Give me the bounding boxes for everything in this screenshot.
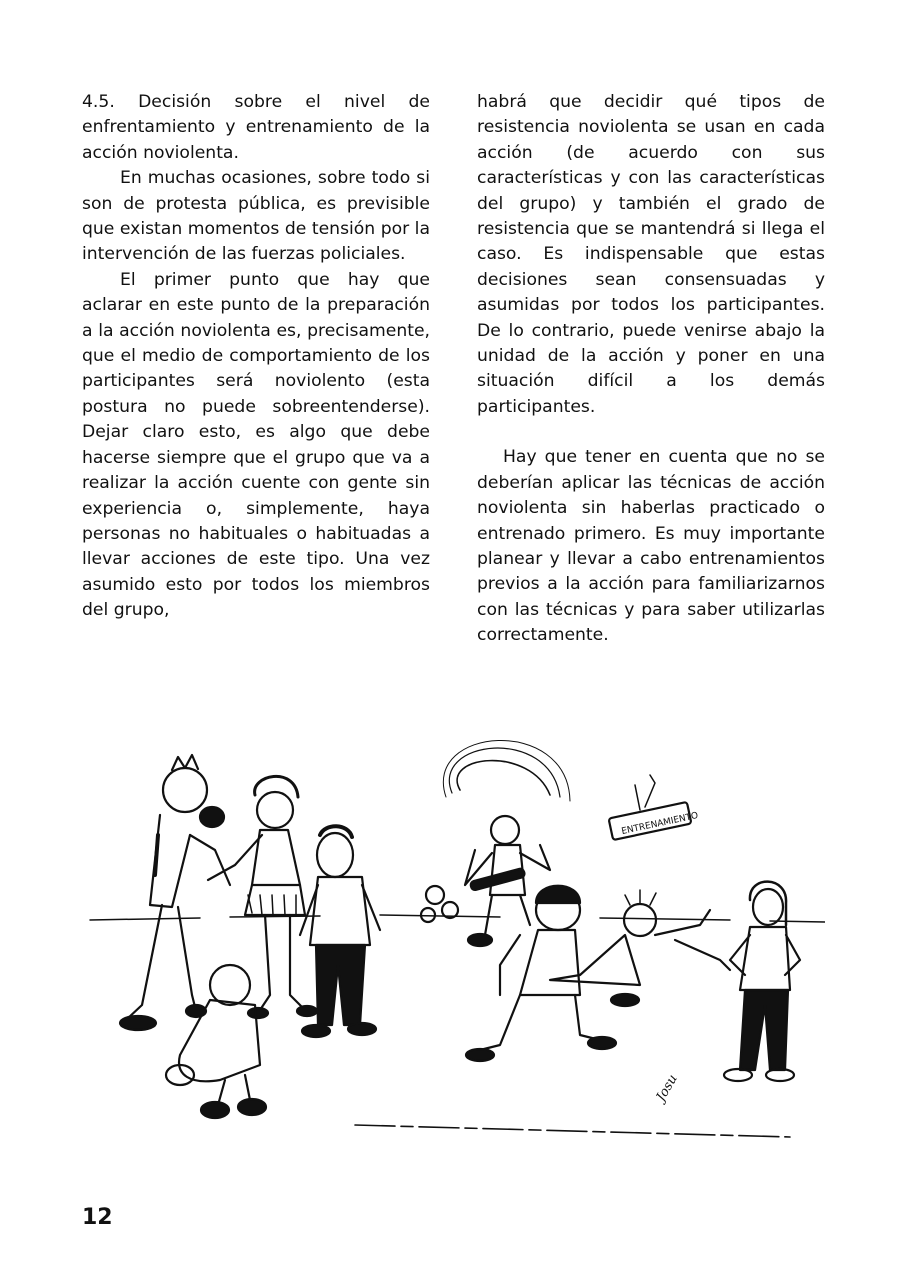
paragraph-gap [477,420,825,445]
man-lying-down [166,965,266,1118]
section-heading: 4.5. Decisión sobre el nivel de enfrentamiento y entrenamiento de la acción noviolenta. [82,92,430,163]
man-figure-glasses [300,826,380,1037]
left-column [82,90,430,624]
right-column [477,90,825,649]
man-figure-left [120,755,230,1030]
paragraph: En muchas ocasiones, sobre todo si son de protesta pública, es previsible que existan momentos de tensión por la intervención de las fuerzas policiales. [82,168,430,265]
woman-figure-right [724,882,800,1081]
paragraph: habrá que decidir qué tipos de resistencia noviolenta se usan en cada acción (de acuerdo con sus características y con las características del grupo) y también el grado de resistencia que se mantendrá si llega el caso. Es indispensable que estas decisiones sean consensuadas y asumidas por todos los participantes. De lo contrario, puede venirse abajo la unidad de la acción y poner en una situación difícil a los demás participantes. [477,92,825,417]
floor-lines [90,915,825,1137]
entrenamiento-sign [609,775,700,840]
woman-figure-skirt [208,776,317,1018]
jump-rope-figure [421,740,570,946]
artist-signature: Josu [653,1072,681,1105]
paragraph: El primer punto que hay que aclarar en este punto de la preparación a la acción noviolenta es, precisamente, que el medio de comportamiento de los participantes será noviolento (esta postura no puede sobreentenderse). Dejar claro esto, es algo que debe hacerse siempre que el grupo que va a realizar la acción cuente con gente sin experiencia o, simplemente, haya personas no habituales o habituadas a llevar acciones de este tipo. Una vez asumido esto por todos los miembros del grupo, [82,269,430,621]
paragraph: Hay que tener en cuenta que no se deberían aplicar las técnicas de acción noviolenta sin haberlas practicado o entrenado primero. Es muy importante planear y llevar a cabo entrenamientos previos a la acción para familiarizarnos con las técnicas y para saber utilizarlas correctamente. [477,447,825,646]
page-number: 12 [82,1205,113,1230]
training-cartoon-illustration [80,735,825,1155]
sign-text: ENTRENAMIENTO [620,810,700,838]
